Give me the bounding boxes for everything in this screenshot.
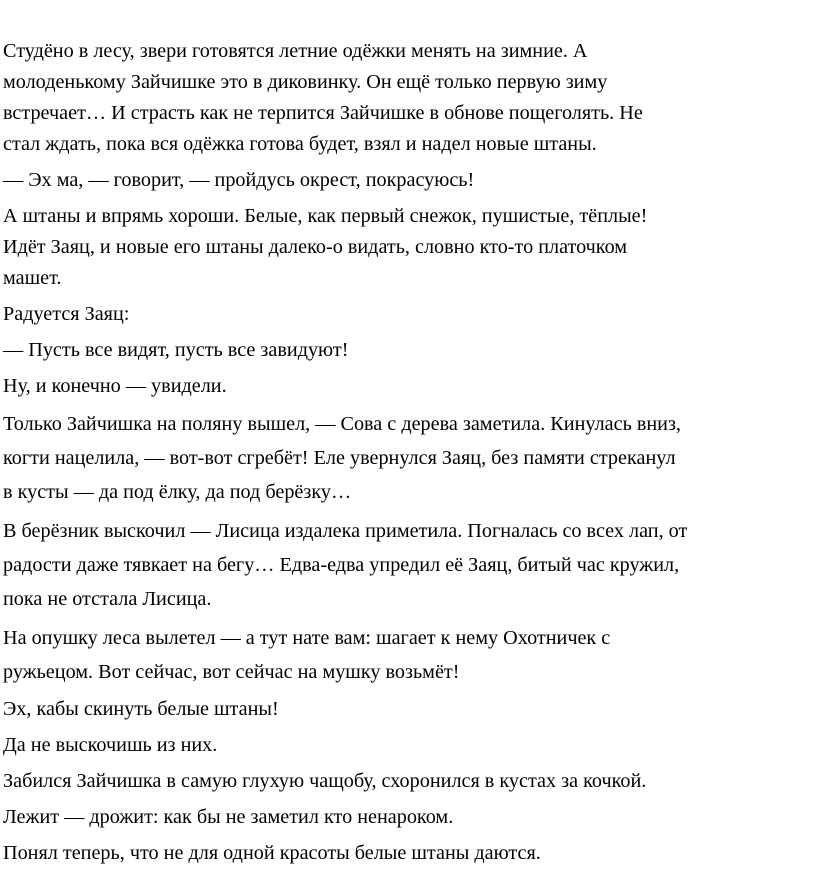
text-line: Да не выскочишь из них.: [3, 734, 218, 756]
text-line: когти нацелила, — вот-вот сгребёт! Еле увернулся Заяц, без памяти стреканул: [3, 447, 676, 469]
paragraph-14: [3, 838, 813, 869]
text-line: Забился Зайчишка в самую глухую чащобу, схоронился в кустах за кочкой.: [3, 770, 647, 792]
paragraph-3: [3, 201, 813, 294]
paragraph-12: [3, 766, 813, 797]
paragraph-6: [3, 371, 813, 402]
paragraph-4: [3, 299, 813, 330]
paragraph-2: [3, 165, 813, 196]
paragraph-11: [3, 730, 813, 761]
text-line: в кусты — да под ёлку, да под берёзку…: [3, 481, 352, 503]
text-line: пока не отстала Лисица.: [3, 588, 212, 610]
text-line: ружьецом. Вот сейчас, вот сейчас на мушку возьмёт!: [3, 661, 460, 683]
text-line: А штаны и впрямь хороши. Белые, как первый снежок, пушистые, тёплые!: [3, 205, 648, 227]
paragraph-9: [3, 621, 813, 689]
text-line: стал ждать, пока вся одёжка готова будет, взял и надел новые штаны.: [3, 133, 597, 155]
text-line: Эх, кабы скинуть белые штаны!: [3, 698, 279, 720]
text-line: — Эх ма, — говорит, — пройдусь окрест, покрасуюсь!: [3, 169, 475, 191]
text-line: Лежит — дрожит: как бы не заметил кто ненароком.: [3, 806, 454, 828]
text-line: Только Зайчишка на поляну вышел, — Сова с дерева заметила. Кинулась вниз,: [3, 413, 681, 435]
text-line: Студёно в лесу, звери готовятся летние одёжки менять на зимние. А: [3, 40, 588, 62]
text-line: встречает… И страсть как не терпится Зайчишке в обнове пощеголять. Не: [3, 102, 643, 124]
text-line: Идёт Заяц, и новые его штаны далеко-о видать, словно кто-то платочком: [3, 236, 628, 258]
paragraph-8: [3, 514, 813, 616]
paragraph-10: [3, 694, 813, 725]
document-body: [3, 36, 813, 869]
text-line: Ну, и конечно — увидели.: [3, 375, 227, 397]
paragraph-13: [3, 802, 813, 833]
text-line: радости даже тявкает на бегу… Едва-едва упредил её Заяц, битый час кружил,: [3, 554, 680, 576]
text-line: молоденькому Зайчишке это в диковинку. Он ещё только первую зиму: [3, 71, 608, 93]
text-line: В берёзник выскочил — Лисица издалека приметила. Погналась со всех лап, от: [3, 520, 688, 542]
paragraph-7: [3, 407, 813, 509]
text-line: Радуется Заяц:: [3, 303, 130, 325]
text-line: На опушку леса вылетел — а тут нате вам: шагает к нему Охотничек с: [3, 627, 611, 649]
text-line: машет.: [3, 267, 62, 289]
text-line: — Пусть все видят, пусть все завидуют!: [3, 339, 349, 361]
text-line: Понял теперь, что не для одной красоты белые штаны даются.: [3, 842, 541, 864]
paragraph-5: [3, 335, 813, 366]
paragraph-1: [3, 36, 813, 160]
